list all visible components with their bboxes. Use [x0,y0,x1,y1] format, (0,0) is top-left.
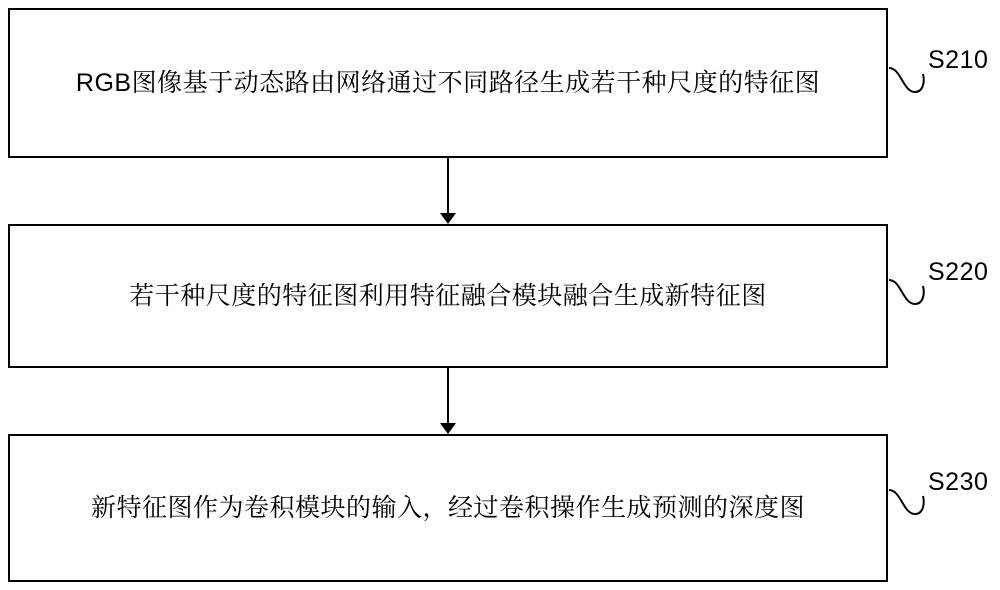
step-label-s210: S210 [928,46,989,74]
leader-line-s220 [889,274,929,314]
flow-step-s230 [8,434,888,582]
flow-step-s220 [8,224,888,368]
arrow-head-icon [440,213,456,224]
step-label-s220: S220 [928,258,989,286]
connector-s220-s230 [447,368,449,424]
flow-step-s210 [8,8,888,158]
leader-line-s230 [889,484,929,524]
connector-s210-s220 [447,158,449,214]
flow-step-s210-text: RGB图像基于动态路由网络通过不同路径生成若干种尺度的特征图 [75,69,821,97]
arrow-head-icon [440,423,456,434]
step-label-s230: S230 [928,468,989,496]
flow-step-s220-text: 若干种尺度的特征图利用特征融合模块融合生成新特征图 [129,282,767,310]
leader-line-s210 [889,62,929,102]
flow-step-s230-text: 新特征图作为卷积模块的输入，经过卷积操作生成预测的深度图 [90,494,805,522]
